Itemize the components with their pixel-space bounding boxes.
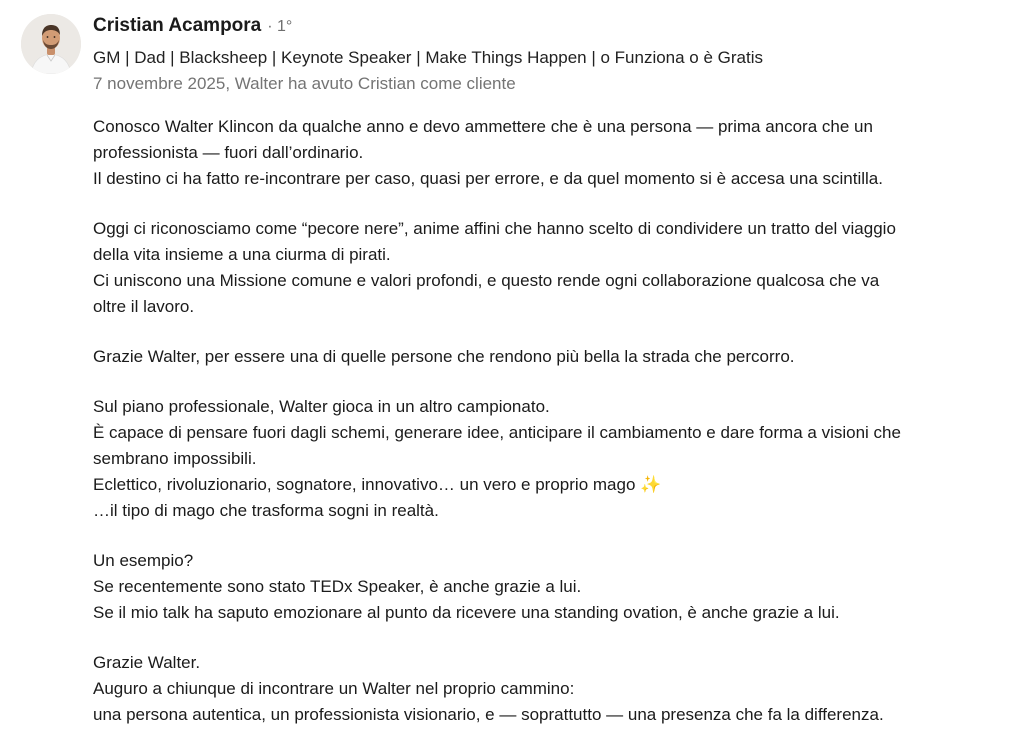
recommendation-line: oltre il lavoro. xyxy=(93,297,195,316)
recommendation-text xyxy=(93,114,1003,728)
connection-degree: · 1° xyxy=(267,18,293,35)
recommendation-date-relation: 7 novembre 2025, Walter ha avuto Cristian come cliente xyxy=(93,74,516,93)
paragraph-spacer xyxy=(93,192,1003,216)
recommendation-paragraph xyxy=(93,344,1003,370)
recommendation-line: Oggi ci riconosciamo come “pecore nere”, anime affini che hanno scelto di condividere un tratto del viaggio xyxy=(93,219,896,238)
author-name[interactable]: Cristian Acampora xyxy=(93,15,262,36)
recommendation-paragraph xyxy=(93,114,1003,192)
recommendation-line: È capace di pensare fuori dagli schemi, generare idee, anticipare il cambiamento e dare forma a visioni che xyxy=(93,423,901,442)
paragraph-spacer xyxy=(93,524,1003,548)
recommendation-line: Se recentemente sono stato TEDx Speaker, è anche grazie a lui. xyxy=(93,577,582,596)
recommendation-line: Ci uniscono una Missione comune e valori profondi, e questo rende ogni collaborazione qualcosa che va xyxy=(93,271,880,290)
paragraph-spacer xyxy=(93,320,1003,344)
recommendation-line: della vita insieme a una ciurma di pirati. xyxy=(93,245,391,264)
recommendation-line: Se il mio talk ha saputo emozionare al punto da ricevere una standing ovation, è anche grazie a lui. xyxy=(93,603,840,622)
recommendation-line: una persona autentica, un professionista visionario, e — soprattutto — una presenza che fa la differenza. xyxy=(93,705,884,724)
author-meta xyxy=(93,15,763,97)
recommendation-header xyxy=(21,14,763,97)
author-headline: GM | Dad | Blacksheep | Keynote Speaker | Make Things Happen | o Funziona o è Gratis xyxy=(93,48,764,67)
recommendation-paragraph xyxy=(93,650,1003,728)
recommendation-line: Grazie Walter. xyxy=(93,653,201,672)
recommendation-line: Conosco Walter Klincon da qualche anno e devo ammettere che è una persona — prima ancora che un xyxy=(93,117,873,136)
recommendation-line: Un esempio? xyxy=(93,551,194,570)
recommendation-line: …il tipo di mago che trasforma sogni in realtà. xyxy=(93,501,439,520)
recommendation-paragraph xyxy=(93,548,1003,626)
avatar[interactable] xyxy=(21,14,81,74)
recommendation-line: sembrano impossibili. xyxy=(93,449,257,468)
recommendation-line: Sul piano professionale, Walter gioca in un altro campionato. xyxy=(93,397,550,416)
recommendation-line: professionista — fuori dall’ordinario. xyxy=(93,143,364,162)
profile-photo-avatar-icon xyxy=(21,14,81,74)
paragraph-spacer xyxy=(93,626,1003,650)
paragraph-spacer xyxy=(93,370,1003,394)
recommendation-line: Auguro a chiunque di incontrare un Walter nel proprio cammino: xyxy=(93,679,575,698)
recommendation-line: Eclettico, rivoluzionario, sognatore, innovativo… un vero e proprio mago ✨ xyxy=(93,475,662,494)
recommendation-paragraph xyxy=(93,216,1003,320)
author-name-line xyxy=(93,15,763,45)
recommendation-line: Il destino ci ha fatto re-incontrare per caso, quasi per errore, e da quel momento si è accesa una scintilla. xyxy=(93,169,883,188)
recommendation-paragraph xyxy=(93,394,1003,524)
recommendation-line: Grazie Walter, per essere una di quelle persone che rendono più bella la strada che percorro. xyxy=(93,347,795,366)
